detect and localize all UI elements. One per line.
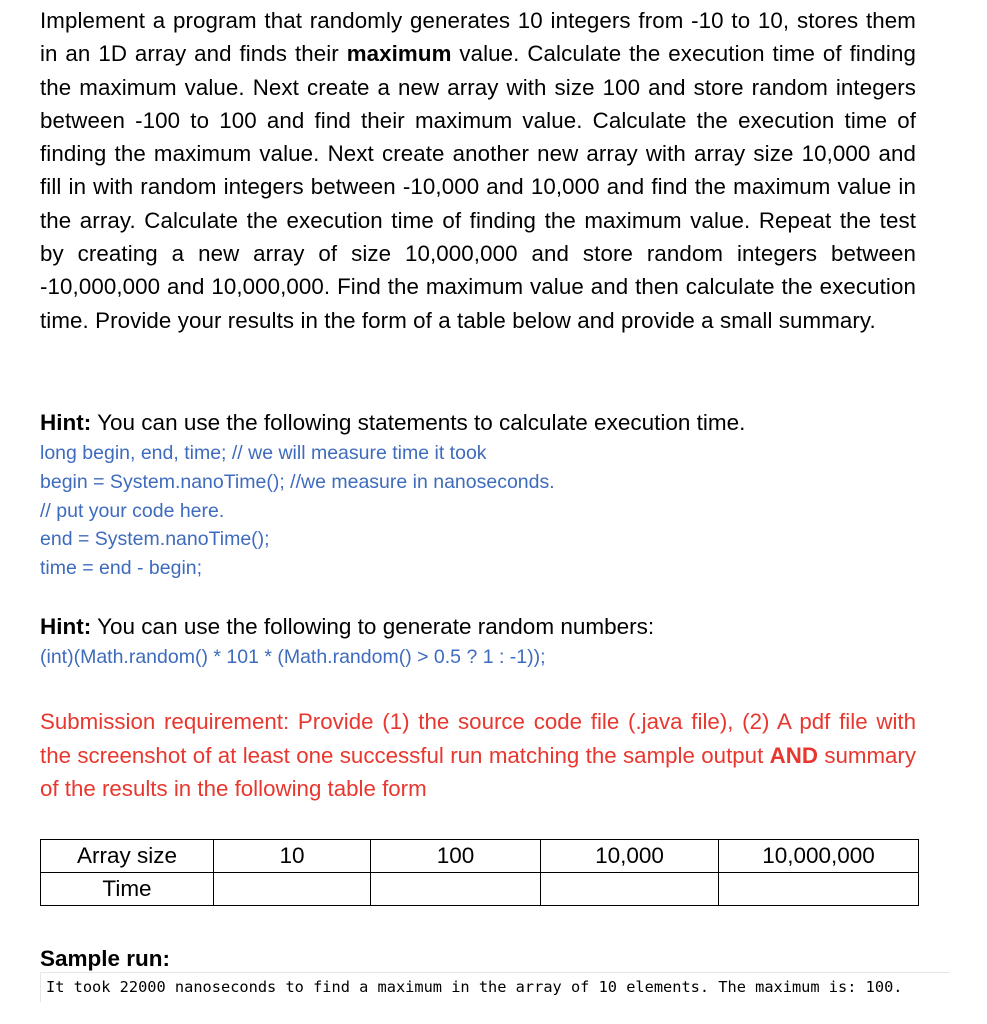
- sample-run-heading: Sample run:: [40, 946, 171, 971]
- submission-text-part1: Submission requirement: Provide (1) the source code file (.java file), (2) A pdf file with the screenshot of at least one successful run matching the sample output: [40, 709, 916, 768]
- table-row-time: [41, 873, 919, 906]
- table-cell-time: [541, 873, 719, 906]
- intro-text-part2: value. Calculate the execution time of finding the maximum value. Next create a new array with size 100 and store random integers between -100 to 100 and find their maximum value. Calculate the execution time of finding the maximum value. Next create another new array with array size 10,000 and fill in with random integers between -10,000 and 10,000 and find the maximum value in the array. Calculate the execution time of finding the maximum value. Repeat the test by creating a new array of size 10,000,000 and store random integers between -10,000,000 and 10,000,000. Find the maximum value and then calculate the execution time. Provide your results in the form of a table below and provide a small summary.: [40, 41, 916, 333]
- table-cell-time: [214, 873, 371, 906]
- code-line-random: (int)(Math.random() * 101 * (Math.random() > 0.5 ? 1 : -1));: [40, 646, 546, 668]
- table-cell-size: 10,000,000: [719, 840, 919, 873]
- cropped-previous-line: [38, 0, 918, 2]
- table-cell-size: 10: [214, 840, 371, 873]
- results-table: [40, 839, 919, 906]
- code-line-end: end = System.nanoTime();: [40, 528, 270, 551]
- sample-run-output: It took 22000 nanoseconds to find a maximum in the array of 10 elements. The maximum is: 100.: [40, 972, 950, 1002]
- table-cell-time: [719, 873, 919, 906]
- random-hint: [40, 610, 940, 672]
- table-header-array-size: Array size: [41, 840, 214, 873]
- timing-hint-heading: [40, 406, 940, 439]
- submission-requirement: [40, 705, 916, 806]
- timing-hint: [40, 406, 940, 583]
- assignment-description: [40, 4, 916, 337]
- code-line-time: time = end - begin;: [40, 557, 203, 580]
- table-cell-size: 10,000: [541, 840, 719, 873]
- table-row-array-size: [41, 840, 919, 873]
- code-line-declare: long begin, end, time; // we will measure time it took: [40, 442, 487, 464]
- hint-text: You can use the following to generate random numbers:: [91, 614, 655, 639]
- hint-text: You can use the following statements to calculate execution time.: [91, 410, 746, 435]
- submission-bold-and: AND: [769, 742, 818, 768]
- table-cell-size: 100: [371, 840, 541, 873]
- code-line-comment: // put your code here.: [40, 499, 225, 522]
- random-hint-heading: [40, 610, 940, 643]
- table-cell-time: [371, 873, 541, 906]
- intro-text-part1: Implement a program that randomly generates 10 integers from -10 to 10, stores them in an 1D array and finds their: [40, 8, 916, 67]
- code-line-begin: begin = System.nanoTime(); //we measure in nanoseconds.: [40, 470, 555, 493]
- intro-bold-maximum: maximum: [346, 41, 452, 67]
- hint-label: Hint:: [40, 614, 92, 639]
- submission-text-part2: summary of the results in the following table form: [40, 742, 916, 801]
- table-header-time: Time: [41, 873, 214, 906]
- hint-label: Hint:: [40, 410, 92, 435]
